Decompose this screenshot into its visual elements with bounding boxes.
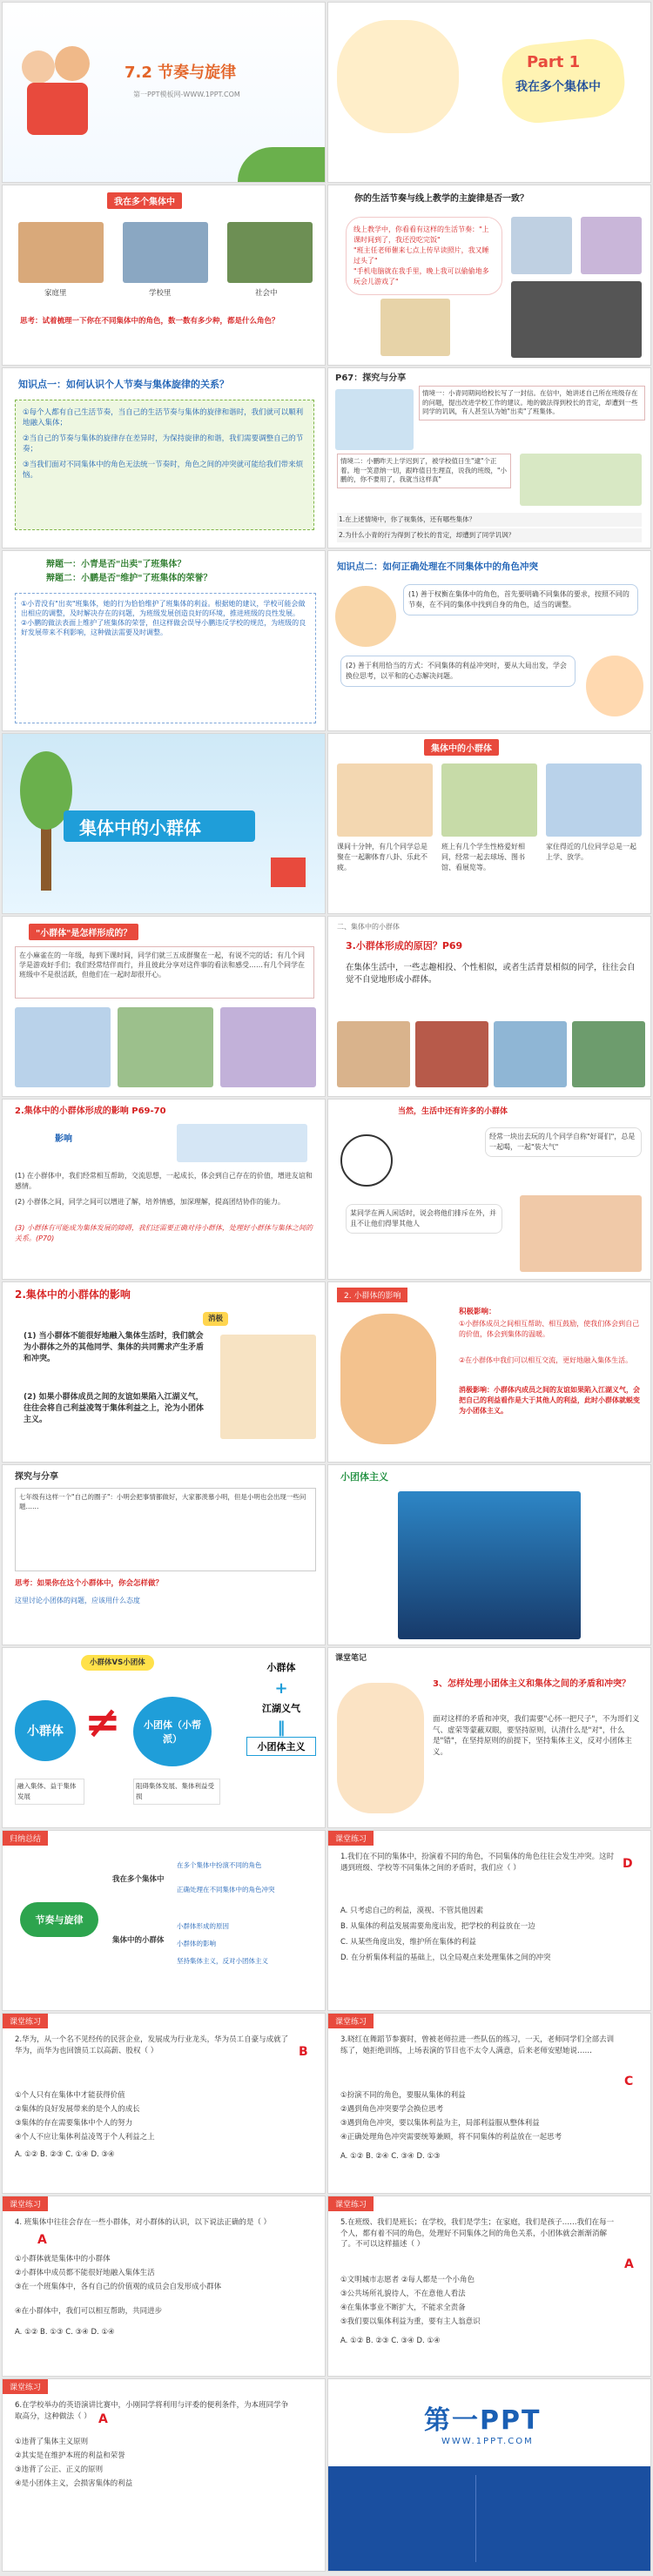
slide-26[interactable] [327, 2196, 651, 2377]
caption-2: 班上有几个学生性格爱好相同，经常一起去球场、图书馆、看展览等。 [441, 843, 525, 871]
exercise-tag: 课堂练习 [328, 2196, 374, 2211]
statement-4: ④正确处理角色冲突需要统筹兼顾，将不同集体的利益放在一起思考 [340, 2133, 562, 2142]
thinking-boy-illustration [340, 1314, 436, 1444]
options-row[interactable]: A. ①② B. ②③ C. ①④ D. ③④ [15, 2150, 115, 2159]
knowledge-point-3: ③当我们面对不同集体中的角色无法统一节奏时，角色之间的冲突就可能给我们带来烦恼。 [23, 461, 304, 480]
formula-result: 小团体主义 [246, 1737, 316, 1756]
exercise-answer: A [624, 2257, 634, 2271]
slide-header: 我在多个集体中 [107, 192, 182, 209]
story-text: 在小麻雀在的一年级，每到下课时间，同学们就三五成群聚在一起，有说不完的话；有几个同学是游戏好手们；我们经常结伴而行，并且彼此分享对这件事的看法和感受……有几个同学在班级中不是很活跃，但他们在一起时却很开心。 [15, 946, 314, 999]
statement-1: ①文明城市志愿者 ②每人都是一个小角色 [340, 2276, 475, 2284]
slide-27[interactable] [2, 2378, 326, 2572]
slide-15[interactable] [2, 1281, 326, 1463]
summary-tag: 归纳总结 [3, 1831, 48, 1846]
brand-url[interactable]: WWW.1PPT.COM [441, 2437, 534, 2446]
family-photo [18, 222, 104, 283]
slide-24[interactable] [327, 2013, 651, 2194]
late-student-illustration [520, 454, 642, 506]
method-1: (1) 善于权衡在集体中的角色，首先要明确不同集体的要求，按照不同的节奏，在不同的集体中找到自身的角色，适当的调整。 [403, 584, 638, 615]
slide-28[interactable] [327, 2378, 651, 2572]
slide-25[interactable] [2, 2196, 326, 2377]
statement-2: ③公共场所礼貌待人，不在意他人看法 [340, 2290, 466, 2298]
slide-23[interactable] [2, 2013, 326, 2194]
negative-1: (1) 当小群体不能很好地融入集体生活时，我们就会为小群体之外的其他同学、集体的共同需求产生矛盾和冲突。 [24, 1332, 205, 1363]
study-illustration-2 [581, 217, 642, 274]
debate-2: 辩题二：小鹏是否"维护"了班集体的荣誉？ [46, 574, 212, 583]
photo-3 [494, 1021, 567, 1087]
section-title: 集体中的小群体 [79, 817, 201, 838]
teacher-illustration [337, 1683, 424, 1813]
exercise-answer: D [623, 1857, 633, 1871]
option-c[interactable]: C. 从某些角度出发，维护所在集体的利益 [340, 1938, 476, 1947]
statement-4: ⑤我们要以集体利益为重，要有主人翁意识 [340, 2317, 481, 2326]
mindmap-leaf-3: 小群体形成的原因 [177, 1922, 229, 1930]
slide-question: 你的生活节奏与线上教学的主旋律是否一致？ [354, 194, 528, 204]
cover-title: 7.2 节奏与旋律 [125, 64, 237, 82]
debate-analysis: ①小青没有"出卖"班集体，她的行为恰恰维护了班集体的利益。根据她的建议，学校可能会做出相应的调整，及时解决存在的问题，为班级发展创造良好的环境，推进班级的良性发展。 ②小鹏的做法表面上维护了班集体的荣誉，但这样做会误导小鹏违反学校的规范，为班级的良好发展带来不利影响，这种做法需要及时调整。 [15, 593, 316, 723]
caption-society: 社会中 [255, 289, 278, 298]
school-photo [123, 222, 208, 283]
positive-1: ①小群体成员之间相互帮助、相互鼓励，使我们体会到自己的价值，体会到集体的温暖。 [459, 1320, 640, 1338]
students-chatting-illustration [337, 763, 433, 837]
statement-1: ①个人只有在集体中才能获得价值 [15, 2091, 125, 2100]
formula-eq: ‖ [277, 1718, 286, 1737]
knowledge-heading-2: 知识点二：如何正确处理在不同集体中的角色冲突 [337, 562, 538, 572]
slide-4[interactable] [327, 185, 651, 366]
kids-body [27, 83, 88, 135]
slide-16[interactable] [327, 1281, 651, 1463]
method-2: (2) 善于利用恰当的方式：不同集体的利益冲突时，要从大局出发，学会换位思考，以平和的心态解决问题。 [340, 656, 576, 687]
influence-2: (2) 小群体之间，同学之间可以增进了解，培养情感，加深理解，提高团结协作的能力。 [15, 1198, 285, 1206]
photo-2 [415, 1021, 488, 1087]
debate-1: 辩题一：小青是否"出卖"了班集体？ [46, 560, 186, 569]
slide-12[interactable] [327, 916, 651, 1097]
reason-text: 在集体生活中，一些志趣相投、个性相似，或者生活背景相似的同学，往往会自觉不自觉地形成小群体。 [346, 963, 636, 985]
panda-illustration [340, 1134, 393, 1187]
not-equal-sign: ≠ [84, 1697, 121, 1747]
night-gaming-illustration [511, 281, 642, 358]
story-two: 情境二：小鹏昨天上学迟到了，被学校值日生"逮"个正着。地一笑意纳一切，跟昨值日生理直，说我的班级，"小鹏的，你不要用了，我就当这样真" [337, 454, 511, 488]
statement-1: ①小群体就是集体中的小群体 [15, 2255, 111, 2263]
house-icon [271, 858, 306, 887]
mindmap-center: 节奏与旋律 [20, 1902, 98, 1937]
statement-4: ④在小群体中，我们可以相互帮助，共同进步 [15, 2307, 163, 2316]
think-prompt: 思考：试着梳理一下你在不同集体中的角色，数一数有多少种，都是什么角色？ [20, 317, 279, 326]
kids-playing-illustration [337, 20, 459, 133]
mindmap-leaf-5: 坚持集体主义，反对小团体主义 [177, 1957, 268, 1965]
story-one: 情境一：小青同期间给校长写了一封信。在信中，她讲述自己所在班级存在的问题，提出改进学校工作的建议。地的做法得到校长的肯定，却遭到一些同学的讥讽，有人甚至认为她"出卖"了班集体。 [419, 386, 645, 420]
small-group-circle: 小群体 [15, 1700, 76, 1761]
explore-tag: P67：探究与分享 [335, 373, 407, 383]
question-1: 1.在上述情境中，你了视集体，还有哪些集体？ [337, 513, 642, 527]
slide-2-part[interactable] [327, 2, 651, 183]
slide-14[interactable] [327, 1099, 651, 1280]
think-question: 思考：如果你在这个小群体中，你会怎样做？ [15, 1579, 164, 1588]
example-2: 某同学在两人闲话时，说会将他们排斥在外，并且不让他们得罪其他人 [346, 1204, 502, 1234]
slide-header: 小团体主义 [340, 1471, 388, 1483]
notes-question: 3、怎样处理小团体主义和集体之间的矛盾和冲突？ [433, 1679, 630, 1689]
group-photo-3 [220, 1007, 316, 1087]
exercise-answer: A [37, 2233, 47, 2247]
statement-2: ②其实是在维护本班的利益和荣誉 [15, 2452, 125, 2460]
statement-2: ②小群体中成员都不能很好地融入集体生活 [15, 2269, 155, 2277]
slide-header: 二、集体中的小群体 [337, 923, 400, 931]
formula-1: 小群体 [266, 1662, 296, 1673]
knowledge-box [15, 400, 314, 530]
link-table-panel [328, 2466, 650, 2572]
slide-10[interactable] [327, 733, 651, 914]
caption-1: 课间十分钟，有几个同学总是聚在一起聊体育八卦、乐此不疲。 [337, 843, 427, 871]
classroom-illustration [520, 1195, 642, 1272]
caption-school: 学校里 [149, 289, 172, 298]
statement-2: ②集体的良好发展带来的是个人的成长 [15, 2105, 140, 2114]
caption-family: 家庭里 [44, 289, 67, 298]
kid-illustration-2 [55, 46, 90, 81]
statement-1: ①违背了集体主义原则 [15, 2438, 89, 2446]
notes-tag: 课堂笔记 [335, 1654, 367, 1663]
mindmap-branch-2: 集体中的小群体 [112, 1936, 165, 1945]
option-d[interactable]: D. 在分析集体利益的基础上，以全局观点来处理集体之间的冲突 [340, 1954, 551, 1962]
thought-bubble: 线上教学中，你看看有这样的生活节奏："上课时间到了，我还没吃完饭" "班主任老师催来七点上传早读照片，我又睡过头了" "手机电脑就在我手里，晚上我可以偷偷地多玩会儿游戏了" [346, 217, 502, 295]
photo-1 [337, 1021, 410, 1087]
slide-header: 2.集体中的小群体的影响 [15, 1288, 131, 1301]
girl-illustration [586, 656, 643, 716]
group-benefit: 融入集体、益于集体发展 [15, 1779, 84, 1805]
notes-body: 面对这样的矛盾和冲突，我们需要"心怀一把尺子"，不为哥们义气、虚荣等蒙蔽双眼，要坚持原则，认清什么是"对"，什么是"错"，在坚持原则的前提下，坚持集体主义，反对小团体主义。 [433, 1715, 640, 1757]
part-label: Part 1 [527, 53, 581, 71]
link-column-right [494, 2475, 633, 2562]
slide-7[interactable] [2, 550, 326, 731]
slide-pill: "小群体"是怎样形成的？ [29, 924, 138, 940]
positive-2: ②在小群体中我们可以相互交流，更好地融入集体生活。 [459, 1356, 633, 1364]
compare-title: 小群体VS小团体 [81, 1655, 154, 1671]
exercise-question: 4. 班集体中往往会存在一些小群体，对小群体的认识，以下说法正确的是（ ） [15, 2218, 272, 2227]
influence-3: (3) 小群体有可能成为集体发展的障碍，我们还需要正确对待小群体，处理好小群体与集体之间的关系。(P70) [15, 1224, 313, 1242]
boy-illustration [335, 586, 396, 647]
exercise-tag: 课堂练习 [328, 1831, 374, 1846]
exercise-question: 2.华为，从一个名不见经传的民营企业，发展成为行业龙头，华为员工自豪与成就了华为，而华为也回馈员工以高薪、股权（ ） [15, 2035, 289, 2055]
statement-4: ④是小团体主义，会损害集体的利益 [15, 2479, 133, 2488]
students-reading-illustration [441, 763, 537, 837]
slide-20[interactable] [327, 1647, 651, 1828]
influence-1: (1) 在小群体中，我们经常相互帮助，交流思想，一起成长，体会到自己存在的价值，增进友谊和感情。 [15, 1172, 313, 1190]
slide-19[interactable] [2, 1647, 326, 1828]
slide-17[interactable] [2, 1464, 326, 1645]
clique-harm: 阻碍集体发展、集体利益受损 [133, 1779, 220, 1805]
option-a[interactable]: A. 只考虑自己的利益，漠视、不管其他因素 [340, 1907, 484, 1915]
slide-9[interactable] [2, 733, 326, 914]
slide-header: 2.集体中的小群体形成的影响 P69-70 [15, 1106, 166, 1116]
group-photo-1 [15, 1007, 111, 1087]
statement-4: ④个人不应让集体利益凌驾于个人利益之上 [15, 2133, 155, 2142]
slide-1-cover[interactable] [2, 2, 326, 183]
formula-column [246, 1660, 316, 1756]
letter-illustration [335, 389, 414, 450]
slide-header: 集体中的小群体 [424, 739, 499, 756]
photo-4 [572, 1021, 645, 1087]
statement-1: ①扮演不同的角色，要服从集体的利益 [340, 2091, 466, 2100]
options-row[interactable]: A. ①② B. ②③ C. ③④ D. ①④ [340, 2337, 441, 2345]
statement-3: ③在一个班集体中，各有自己的价值观的成员会自发形成小群体 [15, 2283, 222, 2291]
example-1: 经常一块出去玩的几个同学自称"好哥们"，总是一起喝，一起"装大气" [485, 1127, 642, 1157]
statement-2: ②遇到角色冲突要学会换位思考 [340, 2105, 444, 2114]
movie-poster-image [398, 1491, 581, 1639]
exercise-answer: A [98, 2412, 108, 2426]
options-row[interactable]: A. ①② B. ①③ C. ③④ D. ①④ [15, 2328, 115, 2337]
exercise-answer: C [624, 2075, 634, 2088]
exercise-question: 6.在学校举办的英语演讲比赛中，小刚同学将利用与评委的便利条件，为本班同学争取高分，这种做法（ ） [15, 2401, 289, 2421]
exercise-question: 3.晓红在舞蹈节参赛时，曾被老师拉进一些队伍的练习，一天，老师同学们全部去训练了，她拒绝训练，上场表演的节目也不太令人满意，后来老师安慰她说…… [340, 2035, 615, 2055]
statement-3: ④在集体事业不断扩大，不能求全责备 [340, 2304, 466, 2312]
think-answer: 这里讨论小团体的问题，应该用什么态度 [15, 1597, 140, 1604]
knowledge-heading: 知识点一：如何认识个人节奏与集体旋律的关系？ [18, 379, 229, 390]
brand-logo: 第一PPT [424, 2405, 542, 2436]
formula-2: 江湖义气 [262, 1703, 300, 1714]
statement-3: ③违背了公正、正义的原则 [15, 2465, 104, 2474]
slide-11[interactable] [2, 916, 326, 1097]
mindmap-leaf-2: 正确处理在不同集体中的角色冲突 [177, 1886, 275, 1893]
slide-18[interactable] [327, 1464, 651, 1645]
negative-2: (2) 如果小群体成员之间的友谊如果陷入江湖义气，往往会将自己利益凌驾于集体利益之上，沦为小团体主义。 [24, 1393, 205, 1424]
slide-3[interactable] [2, 185, 326, 366]
caption-3: 家住得近的几位同学总是一起上学、放学。 [546, 843, 636, 861]
study-illustration-1 [511, 217, 572, 274]
bulb-illustration [177, 1124, 307, 1162]
negative-text: 消极影响：小群体内成员之间的友谊如果陷入江湖义气，会把自己的利益看作是大于其他人的利益，此时小群体就蜕变为小团体主义。 [459, 1386, 640, 1415]
story-box: 七年级有这样一个"自己的圈子"：小明会把事情都做好，大家都羡慕小明，但是小明也会出现一些问题…… [15, 1488, 316, 1571]
options-row[interactable]: A. ①② B. ②④ C. ③④ D. ①③ [340, 2152, 441, 2161]
clique-circle: 小团体（小帮派） [133, 1697, 212, 1766]
slide-13[interactable] [2, 1099, 326, 1280]
slide-question: 3.小群体形成的原因？P69 [346, 940, 463, 952]
influence-tag: 影响 [55, 1134, 72, 1144]
slide-header: 2. 小群体的影响 [337, 1288, 407, 1302]
group-photo-2 [118, 1007, 213, 1087]
slide-8[interactable] [327, 550, 651, 731]
option-b[interactable]: B. 从集体的利益发展需要角度出发，把学校的利益放在一边 [340, 1922, 535, 1931]
question-2: 2.为什么小青的行为得到了校长的肯定，却遭到了同学讥讽？ [337, 528, 642, 542]
knowledge-point-2: ②当自己的节奏与集体的旋律存在差异时，为保持旋律的和谐，我们需要调整自己的节奏； [23, 434, 304, 454]
negative-badge: 消极 [203, 1312, 228, 1326]
exercise-tag: 课堂练习 [3, 2014, 48, 2028]
slide-6[interactable] [327, 367, 651, 548]
mindmap-leaf-4: 小群体的影响 [177, 1940, 216, 1947]
exercise-tag: 课堂练习 [3, 2196, 48, 2211]
study-illustration-3 [380, 299, 450, 356]
cover-subtitle: 第一PPT模板网-WWW.1PPT.COM [133, 91, 240, 98]
puzzle-illustration [220, 1335, 316, 1439]
exercise-question: 5.在班级、我们是班长；在学校，我们是学生；在家庭，我们是孩子……我们在每一个人，都有着不同的角色，处理好不同集体之间的角色关系，小团体就会渐渐消解了。不可以这样描述（ ） [340, 2218, 615, 2249]
statement-3: ③遇到角色冲突，要以集体利益为主，局部利益服从整体利益 [340, 2119, 540, 2128]
formula-plus: + [274, 1679, 288, 1698]
exercise-tag: 课堂练习 [328, 2014, 374, 2028]
kid-illustration-1 [22, 50, 55, 84]
exercise-question: 1.我们在不同的集体中，扮演着不同的角色，不同集体的角色往往会发生冲突。这时遇到班级、学校等不同集体之间的矛盾时，我们应（ ） [340, 1853, 615, 1873]
students-walking-illustration [546, 763, 642, 837]
statement-3: ③集体的存在需要集体中个人的努力 [15, 2119, 133, 2128]
slide-tip: 当然，生活中还有许多的小群体 [398, 1107, 508, 1116]
positive-label: 积极影响： [459, 1308, 496, 1316]
slide-header: 探究与分享 [15, 1472, 58, 1482]
part-title: 我在多个集体中 [515, 80, 601, 94]
mindmap-branch-1: 我在多个集体中 [112, 1875, 165, 1884]
knowledge-point-1: ①每个人都有自己生活节奏，当自己的生活节奏与集体的旋律和谐时，我们就可以顺利地融入集体； [23, 408, 304, 427]
exercise-answer: B [299, 2045, 308, 2059]
link-column-left [337, 2475, 476, 2562]
exercise-tag: 课堂练习 [3, 2379, 48, 2394]
slide-21[interactable] [2, 1830, 326, 2011]
slide-22[interactable] [327, 1830, 651, 2011]
society-photo [227, 222, 313, 283]
mindmap-leaf-1: 在多个集体中扮演不同的角色 [177, 1861, 262, 1869]
slide-5[interactable] [2, 367, 326, 548]
